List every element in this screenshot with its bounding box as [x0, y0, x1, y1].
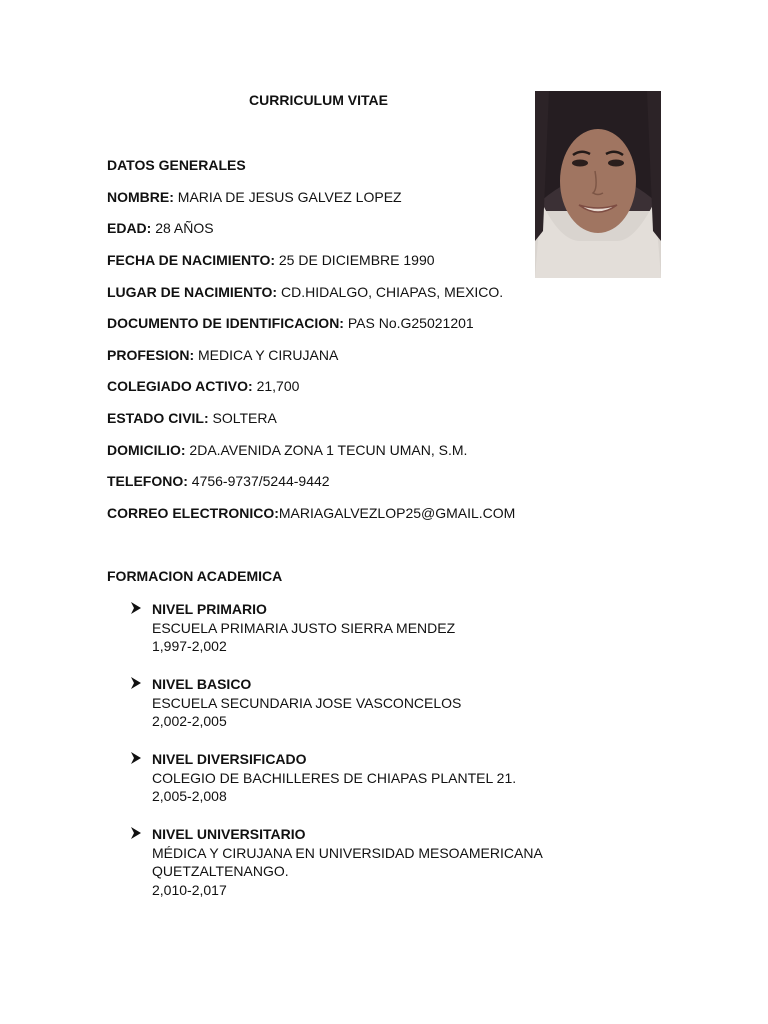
field-label: TELEFONO:	[107, 473, 188, 489]
arrow-bullet-icon	[130, 676, 142, 690]
field-edad	[107, 220, 214, 236]
portrait-photo	[535, 91, 661, 278]
field-profesion	[107, 347, 338, 363]
field-value: 21,700	[252, 378, 300, 394]
field-value: SOLTERA	[208, 410, 277, 426]
education-line: MÉDICA Y CIRUJANA EN UNIVERSIDAD MESOAMERICANA	[152, 844, 543, 861]
field-documento	[107, 315, 474, 331]
field-value: CD.HIDALGO, CHIAPAS, MEXICO.	[277, 284, 504, 300]
education-level: NIVEL PRIMARIO	[152, 601, 267, 617]
field-value: MARIA DE JESUS GALVEZ LOPEZ	[173, 189, 402, 205]
datos-generales-heading: DATOS GENERALES	[107, 157, 246, 173]
education-line: ESCUELA SECUNDARIA JOSE VASCONCELOS	[152, 694, 462, 711]
field-label: LUGAR DE NACIMIENTO:	[107, 284, 278, 300]
education-line: COLEGIO DE BACHILLERES DE CHIAPAS PLANTEL 21.	[152, 769, 517, 786]
field-estado-civil	[107, 410, 277, 426]
field-label: PROFESION:	[107, 347, 195, 363]
field-nombre	[107, 189, 402, 205]
list-item	[130, 750, 516, 806]
education-level: NIVEL UNIVERSITARIO	[152, 826, 306, 842]
education-line: 2,002-2,005	[152, 713, 227, 730]
education-line: QUETZALTENANGO.	[152, 863, 289, 880]
education-line: 2,005-2,008	[152, 788, 227, 805]
field-label: ESTADO CIVIL:	[107, 410, 209, 426]
education-level: NIVEL DIVERSIFICADO	[152, 751, 307, 767]
education-line: ESCUELA PRIMARIA JUSTO SIERRA MENDEZ	[152, 619, 456, 636]
field-correo	[107, 505, 515, 521]
field-colegiado	[107, 378, 299, 394]
portrait-photo-icon	[535, 91, 661, 278]
field-domicilio	[107, 442, 467, 458]
field-label: FECHA DE NACIMIENTO:	[107, 252, 275, 268]
list-item	[130, 825, 543, 900]
list-item	[130, 600, 455, 656]
field-value: 25 DE DICIEMBRE 1990	[275, 252, 435, 268]
arrow-bullet-icon	[130, 601, 142, 615]
field-value: 2DA.AVENIDA ZONA 1 TECUN UMAN, S.M.	[185, 442, 468, 458]
document-title: CURRICULUM VITAE	[249, 92, 388, 108]
arrow-bullet-icon	[130, 751, 142, 765]
field-lugar-nacimiento	[107, 284, 503, 300]
education-line: 1,997-2,002	[152, 638, 227, 655]
field-value: MARIAGALVEZLOP25@GMAIL.COM	[278, 505, 516, 521]
formacion-academica-heading: FORMACION ACADEMICA	[107, 568, 283, 584]
field-label: EDAD:	[107, 220, 152, 236]
field-fecha-nacimiento	[107, 252, 435, 268]
field-value: PAS No.G25021201	[343, 315, 474, 331]
education-level: NIVEL BASICO	[152, 676, 252, 692]
field-value: 28 AÑOS	[151, 220, 214, 236]
field-value: MEDICA Y CIRUJANA	[194, 347, 339, 363]
arrow-bullet-icon	[130, 826, 142, 840]
field-value: 4756-9737/5244-9442	[187, 473, 330, 489]
field-label: COLEGIADO ACTIVO:	[107, 378, 253, 394]
field-label: NOMBRE:	[107, 189, 174, 205]
list-item	[130, 675, 461, 731]
field-label: CORREO ELECTRONICO:	[107, 505, 279, 521]
education-line: 2,010-2,017	[152, 882, 227, 899]
field-telefono	[107, 473, 330, 489]
field-label: DOCUMENTO DE IDENTIFICACION:	[107, 315, 344, 331]
field-label: DOMICILIO:	[107, 442, 186, 458]
